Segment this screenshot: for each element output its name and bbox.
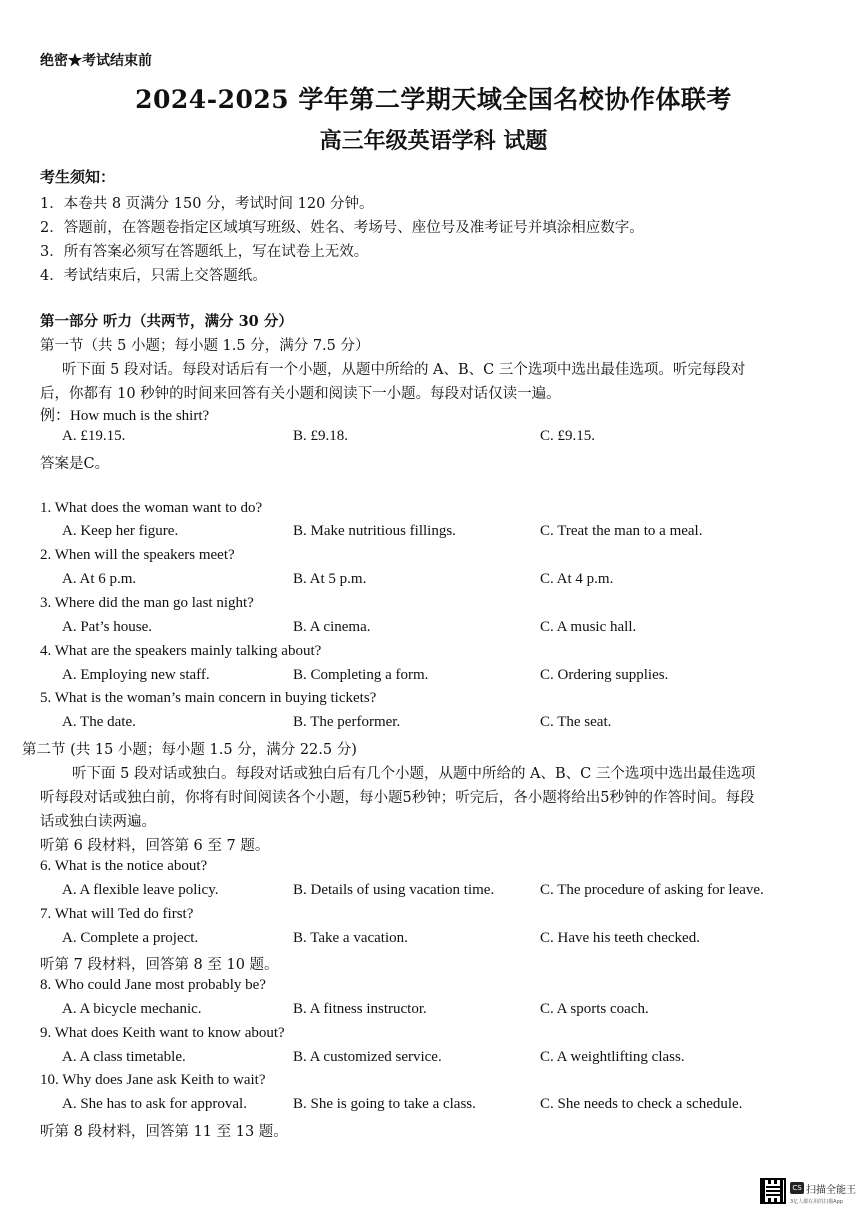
option-b: B. Completing a form. xyxy=(293,667,429,683)
exam-subtitle: 高三年级英语学科 试题 xyxy=(319,128,548,154)
question-text: 5. What is the woman’s main concern in buying tickets? xyxy=(40,690,377,706)
option-b: B. A customized service. xyxy=(293,1049,442,1065)
option-b: B. At 5 p.m. xyxy=(293,571,367,587)
option-b: B. A cinema. xyxy=(293,619,371,635)
question-text: 7. What will Ted do first? xyxy=(40,906,194,922)
scanner-name: 扫描全能王 xyxy=(806,1185,856,1196)
option-c: C. A sports coach. xyxy=(540,1001,649,1017)
option-a: A. Complete a project. xyxy=(62,930,199,946)
question-text: 2. When will the speakers meet? xyxy=(40,547,235,563)
material-prompt: 听第 6 段材料，回答第 6 至 7 题。 xyxy=(40,838,270,854)
section2-instruction: 听下面 5 段对话或独白。每段对话或独白后有几个小题，从题中所给的 A、B、C 三个选项中选出最佳选项 xyxy=(72,766,756,782)
option-c: C. The procedure of asking for leave. xyxy=(540,882,764,898)
notice-item: 2．答题前，在答题卷指定区域填写班级、姓名、考场号、座位号及准考证号并填涂相应数字。 xyxy=(40,220,644,236)
option-b: B. The performer. xyxy=(293,714,401,730)
option-a: A. She has to ask for approval. xyxy=(62,1096,247,1112)
notice-item: 1．本卷共 8 页满分 150 分，考试时间 120 分钟。 xyxy=(40,196,374,212)
example-option-c: C. £9.15. xyxy=(540,428,596,444)
example-option-a: A. £19.15. xyxy=(62,428,126,444)
option-a: A. The date. xyxy=(62,714,136,730)
material-prompt: 听第 7 段材料，回答第 8 至 10 题。 xyxy=(40,957,279,973)
option-b: B. She is going to take a class. xyxy=(293,1096,476,1112)
exam-title: 2024-2025 学年第二学期天域全国名校协作体联考 xyxy=(135,85,732,114)
confidential-label: 绝密★考试结束前 xyxy=(40,53,152,69)
option-b: B. Take a vacation. xyxy=(293,930,408,946)
option-c: C. Ordering supplies. xyxy=(540,667,669,683)
question-text: 3. Where did the man go last night? xyxy=(40,595,254,611)
option-a: A. A flexible leave policy. xyxy=(62,882,219,898)
example-answer: 答案是C。 xyxy=(40,456,110,472)
notice-item: 3．所有答案必须写在答题纸上，写在试卷上无效。 xyxy=(40,244,369,260)
option-c: C. Have his teeth checked. xyxy=(540,930,700,946)
section1-instruction: 听下面 5 段对话。每段对话后有一个小题，从题中所给的 A、B、C 三个选项中选出最佳选项。听完每段对 xyxy=(62,362,746,378)
option-b: B. Details of using vacation time. xyxy=(293,882,495,898)
option-c: C. The seat. xyxy=(540,714,612,730)
option-c: C. She needs to check a schedule. xyxy=(540,1096,743,1112)
question-text: 6. What is the notice about? xyxy=(40,858,208,874)
camscanner-logo: CS xyxy=(790,1182,804,1194)
option-a: A. A bicycle mechanic. xyxy=(62,1001,202,1017)
option-c: C. A weightlifting class. xyxy=(540,1049,685,1065)
section1-instruction: 后，你都有 10 秒钟的时间来回答有关小题和阅读下一小题。每段对话仅读一遍。 xyxy=(40,386,561,402)
option-b: B. Make nutritious fillings. xyxy=(293,523,456,539)
option-b: B. A fitness instructor. xyxy=(293,1001,427,1017)
option-a: A. Pat’s house. xyxy=(62,619,152,635)
section2-instruction: 听每段对话或独白前，你将有时间阅读各个小题，每小题5秒钟；听完后，各小题将给出5秒钟的作答时间。每段 xyxy=(40,790,755,806)
scanner-tagline: 3亿人都在用的扫描App xyxy=(790,1199,843,1205)
notice-item: 4．考试结束后，只需上交答题纸。 xyxy=(40,268,267,284)
qr-code-icon xyxy=(760,1178,786,1204)
option-a: A. Employing new staff. xyxy=(62,667,210,683)
notice-heading: 考生须知： xyxy=(40,168,116,186)
section1-heading: 第一节（共 5 小题；每小题 1.5 分，满分 7.5 分） xyxy=(40,338,370,354)
option-c: C. Treat the man to a meal. xyxy=(540,523,703,539)
option-a: A. At 6 p.m. xyxy=(62,571,137,587)
option-c: C. At 4 p.m. xyxy=(540,571,614,587)
question-text: 4. What are the speakers mainly talking about? xyxy=(40,643,322,659)
part1-heading: 第一部分 听力（共两节，满分 30 分） xyxy=(40,313,293,330)
question-text: 9. What does Keith want to know about? xyxy=(40,1025,285,1041)
material-prompt: 听第 8 段材料，回答第 11 至 13 题。 xyxy=(40,1124,288,1140)
option-a: A. Keep her figure. xyxy=(62,523,179,539)
question-text: 1. What does the woman want to do? xyxy=(40,500,263,516)
option-c: C. A music hall. xyxy=(540,619,637,635)
example-question: 例：How much is the shirt? xyxy=(40,408,210,424)
section2-heading: 第二节 (共 15 小题；每小题 1.5 分，满分 22.5 分) xyxy=(22,742,357,758)
section2-instruction: 话或独白读两遍。 xyxy=(40,814,156,830)
question-text: 8. Who could Jane most probably be? xyxy=(40,977,266,993)
example-option-b: B. £9.18. xyxy=(293,428,349,444)
option-a: A. A class timetable. xyxy=(62,1049,186,1065)
question-text: 10. Why does Jane ask Keith to wait? xyxy=(40,1072,266,1088)
